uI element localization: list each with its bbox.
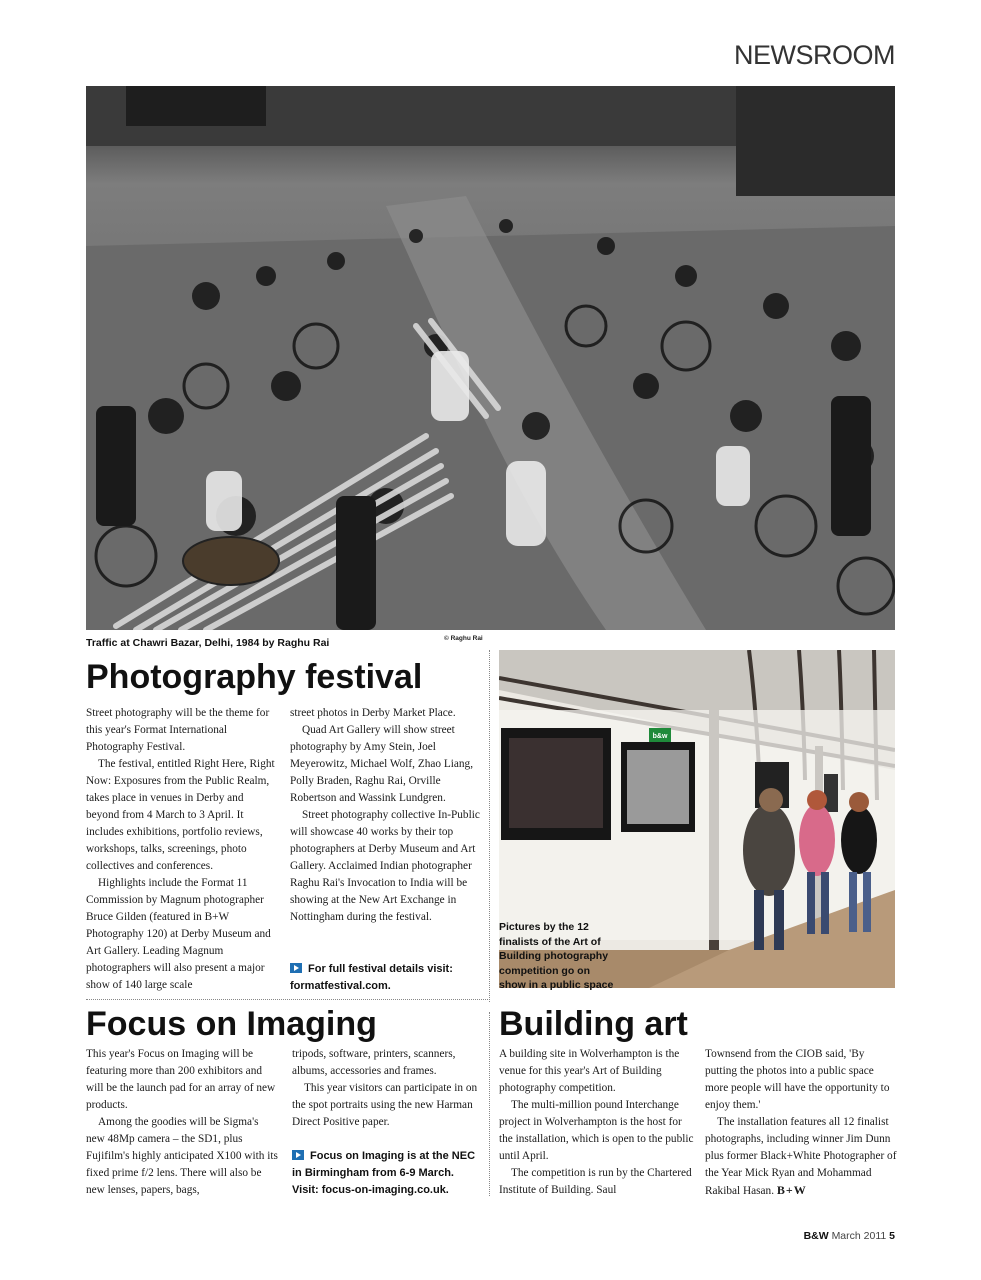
- caption-line: show in a public space: [499, 979, 614, 991]
- arrow-right-icon: [292, 1150, 304, 1160]
- tip-link[interactable]: Visit: focus-on-imaging.co.uk.: [292, 1184, 449, 1196]
- building-column-2: [705, 1046, 897, 1200]
- section-rule: [86, 999, 488, 1000]
- caption-line: competition go on: [499, 964, 590, 977]
- arrow-right-icon: [290, 963, 302, 973]
- caption-line: finalists of the Art of: [499, 935, 601, 948]
- street-scene-illustration: [86, 86, 895, 630]
- paragraph: Street photography collective In-Public will showcase 40 works by their top photographers at Derby Museum and Art Gallery. Acclaimed Indian photographer Raghu Rai's Invocation to India will be showing at the New Art Exchange in Nottingham during the festival.: [290, 809, 480, 923]
- caption-line: Pictures by the 12: [499, 921, 589, 933]
- magazine-name: B&W: [803, 1230, 829, 1242]
- paragraph: This year's Focus on Imaging will be featuring more than 200 exhibitors and will be the launch pad for an array of new products.: [86, 1048, 276, 1111]
- sign-text: b&w: [652, 733, 668, 740]
- paragraph: The competition is run by the Chartered Institute of Building. Saul: [499, 1167, 692, 1196]
- photo-credit: © Raghu Rai: [444, 635, 483, 642]
- section-title: NEWSROOM: [734, 40, 895, 70]
- paragraph: Among the goodies will be Sigma's new 48Mp camera – the SD1, plus Fujifilm's highly anticipated X100 with its fixed prime f/2 lens. There will also be new lenses, papers, bags,: [86, 1116, 278, 1196]
- paragraph: street photos in Derby Market Place.: [290, 707, 456, 719]
- caption-line: Building photography: [499, 950, 609, 962]
- paragraph: This year visitors can participate in on the spot portraits using the new Harman Direct Positive paper.: [292, 1082, 478, 1128]
- side-photo-caption: [499, 920, 639, 993]
- tip-line: Focus on Imaging is at the NEC: [310, 1150, 476, 1162]
- end-mark: B+W: [776, 1183, 807, 1197]
- paragraph: A building site in Wolverhampton is the venue for this year's Art of Building photography competition.: [499, 1048, 680, 1094]
- column-rule: [489, 650, 490, 1002]
- tip-line: in Birmingham from 6-9 March.: [292, 1167, 454, 1179]
- focus-column-1: [86, 1046, 279, 1199]
- paragraph: Townsend from the CIOB said, 'By putting the photos into a public space more people will have the opportunity to enjoy them.': [705, 1048, 890, 1111]
- paragraph-text: The installation features all 12 finalist photographs, including winner Jim Dunn plus former Black+White Photographer of the Year Mick Ryan and Mohammad Rakibal Hasan.: [705, 1116, 897, 1197]
- focus-headline: Focus on Imaging: [86, 1005, 377, 1043]
- paragraph: Street photography will be the theme for this year's Format International Photography Festival.: [86, 707, 270, 753]
- paragraph: tripods, software, printers, scanners, albums, accessories and frames.: [292, 1048, 456, 1077]
- main-photo: [86, 86, 895, 630]
- paragraph: [705, 1114, 897, 1200]
- tip-link[interactable]: formatfestival.com.: [290, 980, 391, 992]
- page-number: 5: [889, 1230, 895, 1242]
- issue-date: March 2011: [831, 1230, 887, 1242]
- festival-column-1: [86, 705, 279, 994]
- focus-info-box: [292, 1148, 488, 1199]
- building-column-1: [499, 1046, 695, 1199]
- festival-headline: Photography festival: [86, 658, 423, 696]
- paragraph: Quad Art Gallery will show street photography by Amy Stein, Joel Meyerowitz, Michael Wolf, Zhao Liang, Polly Braden, Raghu Rai, Orville Robertson and Wassink Lundgren.: [290, 724, 474, 804]
- building-headline: Building art: [499, 1005, 688, 1043]
- column-rule: [489, 1012, 490, 1196]
- main-photo-caption: Traffic at Chawri Bazar, Delhi, 1984 by Raghu Rai: [86, 637, 330, 649]
- festival-column-2: [290, 705, 482, 926]
- paragraph: The festival, entitled Right Here, Right Now: Exposures from the Public Realm, takes place in venues in Derby and beyond from 4 March to 3 April. It includes exhibitions, portfolio reviews, workshops, talks, screenings, photo collectives and conferences.: [86, 758, 275, 872]
- paragraph: The multi-million pound Interchange project in Wolverhampton is the host for the installation, which is open to the public until April.: [499, 1099, 694, 1162]
- focus-column-2: [292, 1046, 485, 1131]
- tip-line: For full festival details visit:: [308, 963, 453, 975]
- festival-info-box: [290, 961, 486, 995]
- page-folio: [804, 1230, 895, 1242]
- paragraph: Highlights include the Format 11 Commission by Magnum photographer Bruce Gilden (featured in B+W Photography 120) at Derby Museum and Art Gallery. Leading Magnum photographers will also present a major show of 140 large scale: [86, 877, 271, 991]
